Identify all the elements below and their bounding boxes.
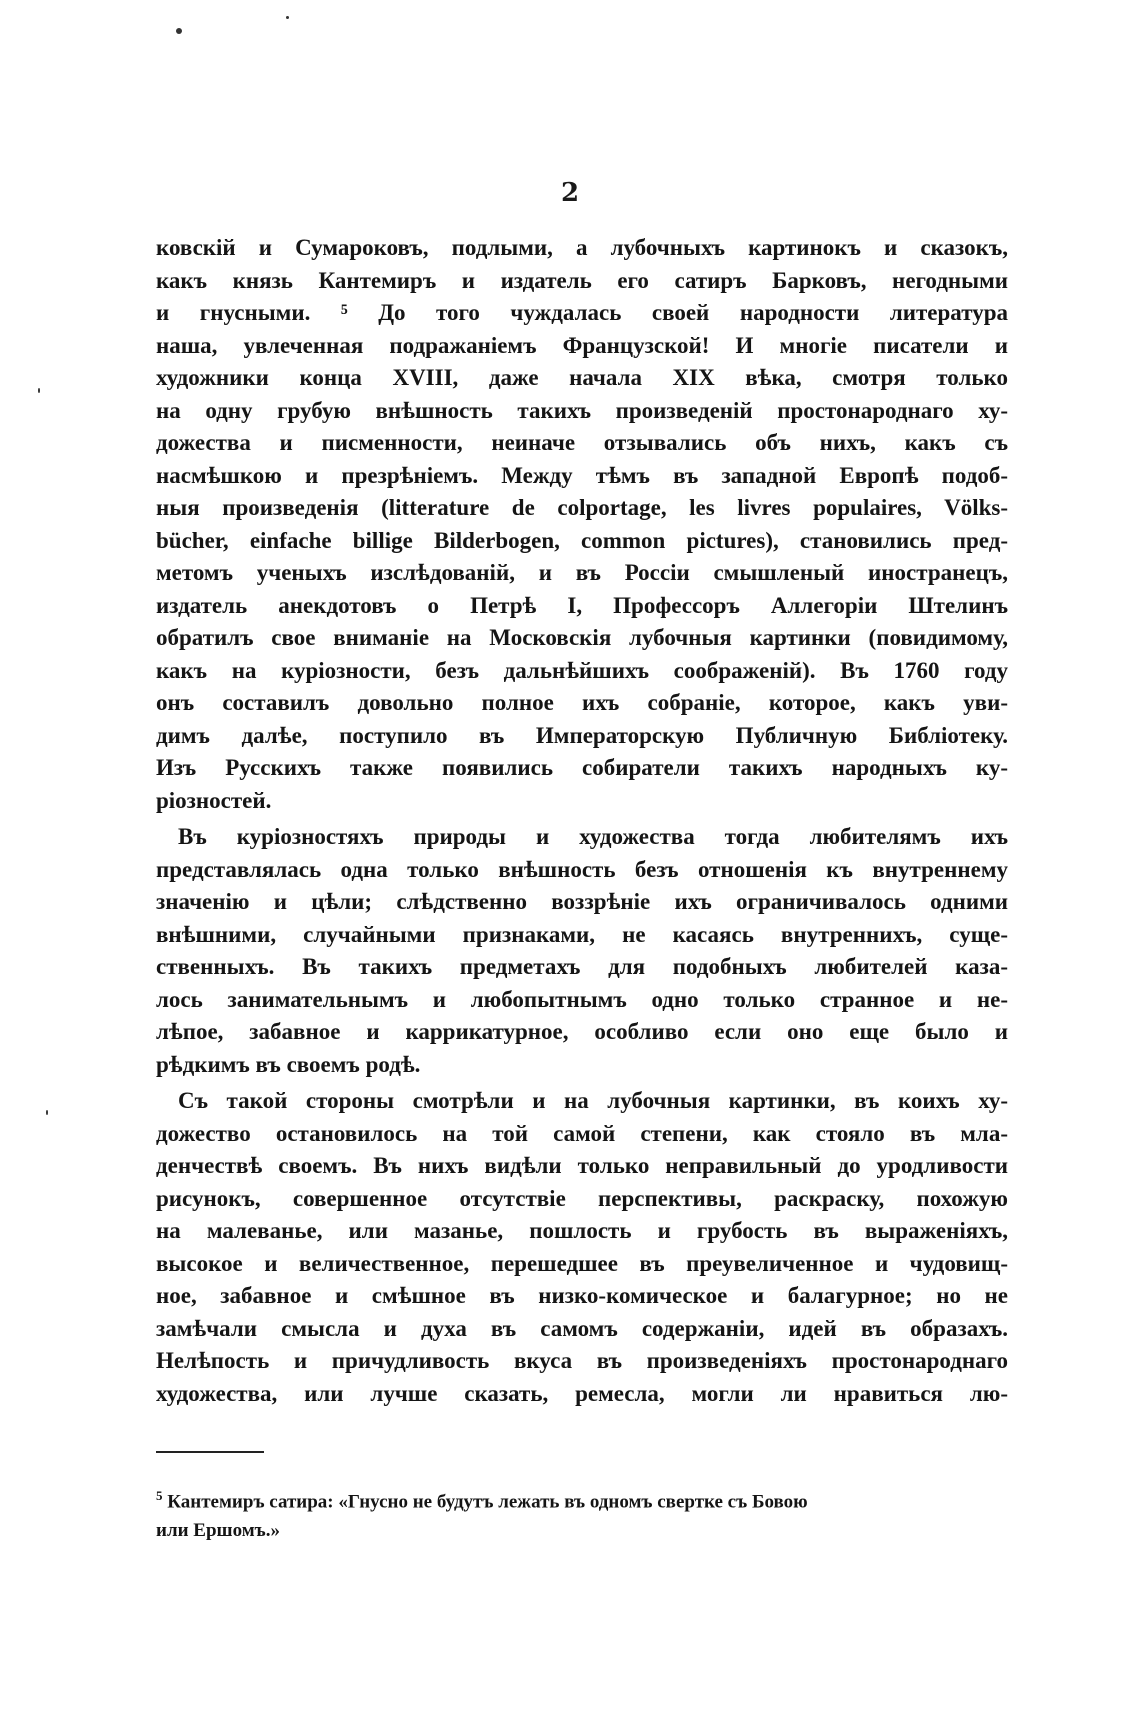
footnote-line: [156, 1481, 1008, 1516]
text-line: замѣчали смысла и духа въ самомъ содержаніи, идей въ образахъ.: [156, 1315, 1008, 1341]
text-line: какъ на куріозности, безъ дальнѣйшихъ соображеній). Въ 1760 году: [156, 657, 1008, 683]
text-line: высокое и величественное, перешедшее въ преувеличенное и чудовищ-: [156, 1250, 1008, 1276]
text-line: дожества и писменности, неиначе отзывались объ нихъ, какъ съ: [156, 430, 1008, 455]
text-line: ріозностей.: [156, 787, 272, 813]
text-line: ное, забавное и смѣшное въ низко-комическое и балагурное; но не: [156, 1283, 1008, 1308]
text-line: ныя произведенія (litterature de colportage, les livres populaires, Völks-: [156, 495, 1008, 520]
text-line: димъ далѣе, поступило въ Императорскую Публичную Библіотеку.: [156, 722, 1008, 748]
text-line: какъ князь Кантемиръ и издатель его сатиръ Барковъ, негодными: [156, 267, 1008, 293]
text-line: рисунокъ, совершенное отсутствіе перспективы, раскраску, похожую: [156, 1185, 1008, 1211]
print-speck: [286, 16, 289, 19]
body-text: [156, 232, 1008, 1410]
text-line: ковскій и Сумароковъ, подлыми, а лубочныхъ картинокъ и сказокъ,: [156, 235, 1008, 260]
text-line: насмѣшкою и презрѣніемъ. Между тѣмъ въ западной Европѣ подоб-: [156, 462, 1008, 488]
text-line: наша, увлеченная подражаніемъ Французской! И многіе писатели и: [156, 332, 1008, 358]
text-line: и гнусными. ⁵ До того чуждалась своей народности литература: [156, 300, 1008, 325]
text-line: значенію и цѣли; слѣдственно воззрѣніе ихъ ограничивалось одними: [156, 889, 1008, 914]
footnote-rule: [156, 1451, 264, 1453]
text-line: Съ такой стороны смотрѣли и на лубочныя картинки, въ коихъ ху-: [178, 1088, 1008, 1113]
text-line: денчествѣ своемъ. Въ нихъ видѣли только неправильный до уродливости: [156, 1153, 1008, 1178]
text-line: метомъ ученыхъ изслѣдованій, и въ Россіи смышленый иностранецъ,: [156, 560, 1008, 585]
text-line: Нелѣпость и причудливость вкуса въ произведеніяхъ простонароднаго: [156, 1348, 1008, 1373]
print-speck: [46, 1110, 48, 1115]
footnote-marker: 5: [156, 1488, 163, 1503]
footnote-line: или Ершомъ.»: [156, 1520, 280, 1542]
text-line: художества, или лучше сказать, ремесла, могли ли нравиться лю-: [156, 1380, 1008, 1406]
print-speck: [176, 28, 182, 34]
text-line: представлялась одна только внѣшность безъ отношенія къ внутреннему: [156, 856, 1008, 882]
text-line: обратилъ свое вниманіе на Московскія лубочныя картинки (повидимому,: [156, 625, 1008, 650]
text-line: на одну грубую внѣшность такихъ произведеній простонароднаго ху-: [156, 397, 1008, 423]
print-speck: [38, 388, 40, 393]
text-line: лось занимательнымъ и любопытнымъ одно только странное и не-: [156, 986, 1008, 1012]
text-line: онъ составилъ довольно полное ихъ собраніе, которое, какъ уви-: [156, 690, 1008, 715]
text-line: Въ куріозностяхъ природы и художества тогда любителямъ ихъ: [178, 824, 1008, 849]
text-line: рѣдкимъ въ своемъ родѣ.: [156, 1051, 421, 1077]
text-line: bücher, einfache billige Bilderbogen, common pictures), становились пред-: [156, 527, 1008, 553]
text-line: на малеванье, или мазанье, пошлость и грубость въ выраженіяхъ,: [156, 1218, 1008, 1243]
text-line: ственныхъ. Въ такихъ предметахъ для подобныхъ любителей каза-: [156, 954, 1008, 979]
footnote-text: Кантемиръ сатира: «Гнусно не будутъ лежать въ одномъ свертке съ Бовою: [167, 1491, 808, 1513]
page-number: 2: [560, 178, 580, 208]
text-line: художники конца XVIII, даже начала XIX вѣка, смотря только: [156, 365, 1008, 390]
text-line: дожество остановилось на той самой степени, как стояло въ мла-: [156, 1120, 1008, 1146]
text-line: издатель анекдотовъ о Петрѣ I, Профессоръ Аллегоріи Штелинъ: [156, 592, 1008, 618]
text-line: Изъ Русскихъ также появились собиратели такихъ народныхъ ку-: [156, 755, 1008, 780]
footnote: [156, 1481, 1008, 1545]
text-line: внѣшними, случайными признаками, не касаясь внутреннихъ, суще-: [156, 921, 1008, 947]
text-line: лѣпое, забавное и каррикатурное, особливо если оно еще было и: [156, 1019, 1008, 1044]
